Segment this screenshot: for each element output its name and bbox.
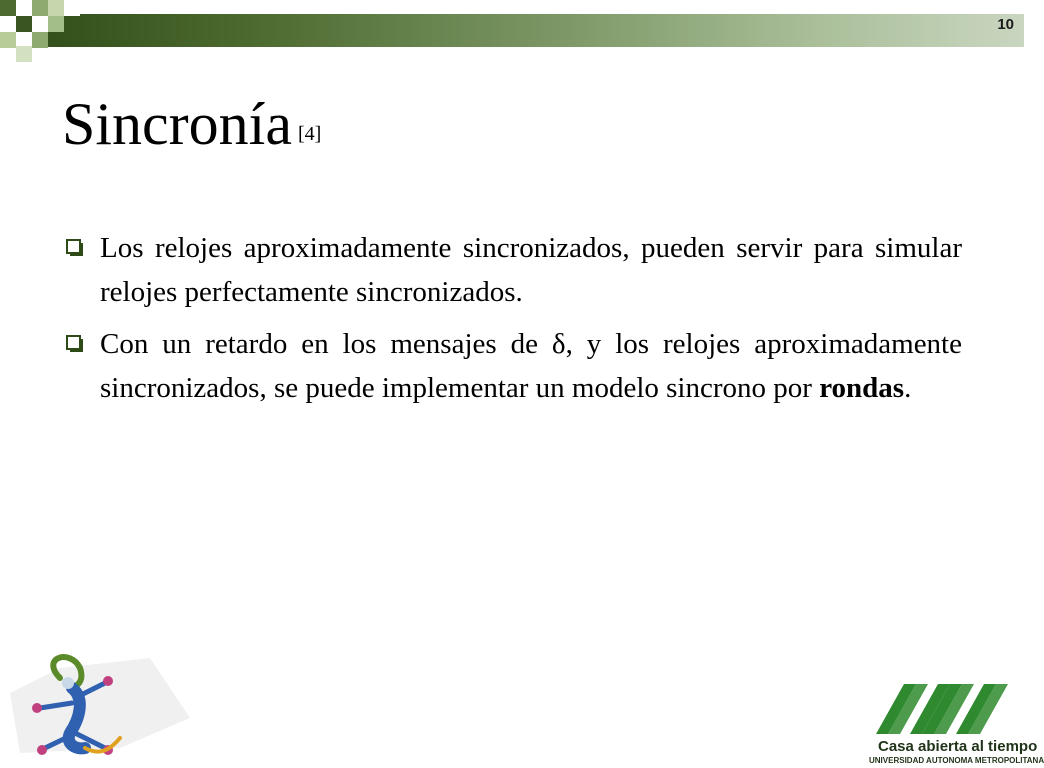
title-reference: [4] (297, 123, 322, 145)
logo-institution: UNIVERSIDAD AUTONOMA METROPOLITANA (869, 756, 1044, 765)
corner-squares-decoration (0, 0, 90, 62)
bullet-text: Con un retardo en los mensajes de δ, y los relojes aproximadamente sincronizados, se puede implementar un modelo sincrono por (100, 328, 962, 404)
slide-number: 10 (997, 16, 1014, 33)
checkbox-bullet-icon (66, 239, 84, 257)
header-bar (0, 14, 1024, 47)
logo-tagline: Casa abierta al tiempo (878, 738, 1038, 755)
bullet-item (62, 226, 962, 314)
bullet-bold-term: rondas (819, 372, 905, 404)
title-text: Sincronía (62, 91, 292, 157)
slide-title (62, 91, 322, 157)
gecko-logo-icon (0, 638, 200, 768)
bullet-text: Los relojes aproximadamente sincronizados, pueden servir para simular relojes perfectamente sincronizados. (100, 232, 962, 308)
bullet-text-end: . (904, 372, 912, 404)
bullet-list (62, 226, 962, 418)
checkbox-bullet-icon (66, 335, 84, 353)
bullet-item (62, 322, 962, 410)
